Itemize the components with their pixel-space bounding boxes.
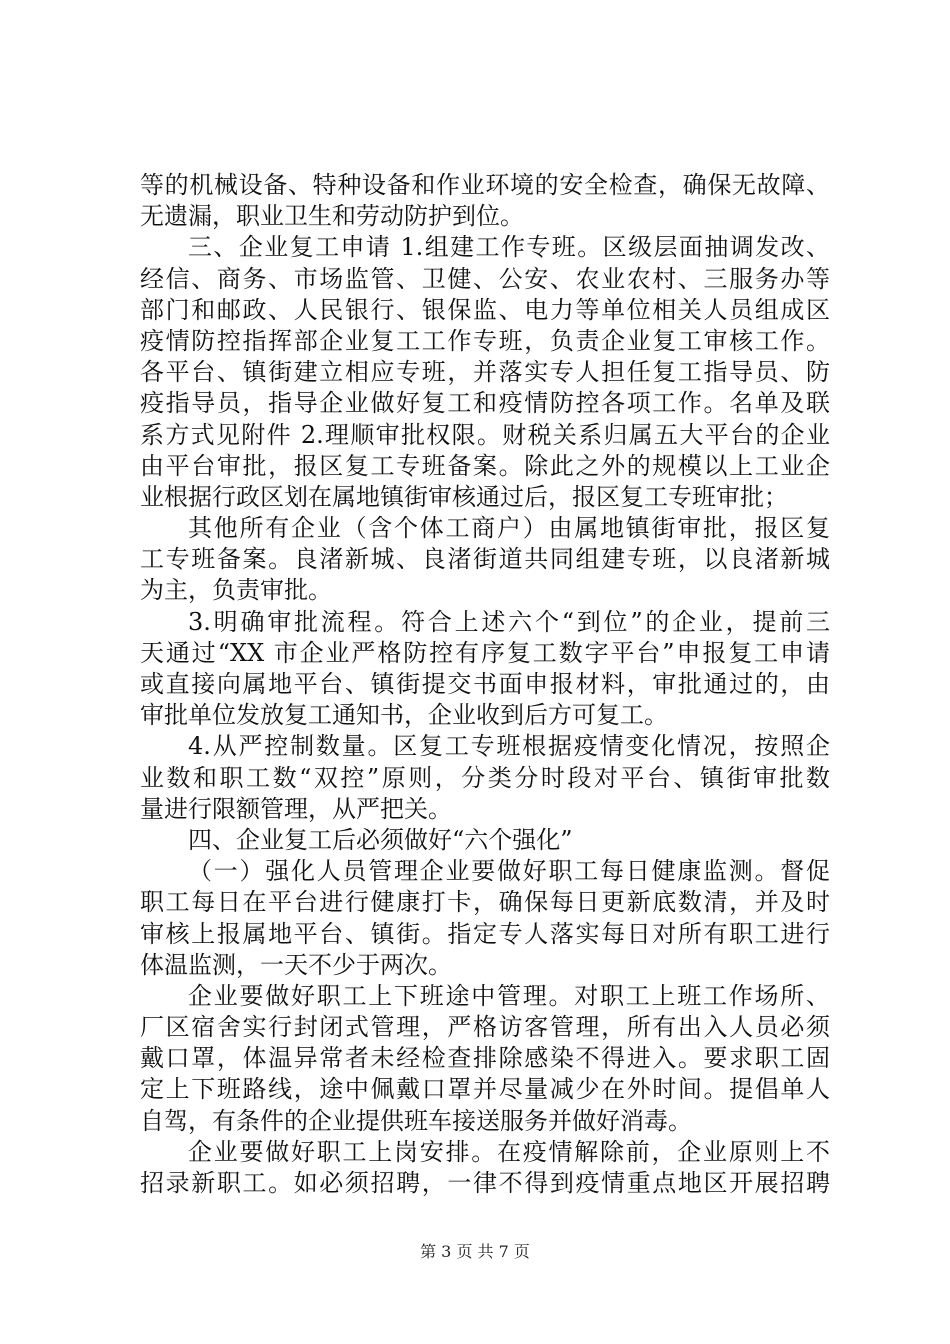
text-line: 职工每日在平台进行健康打卡，确保每日更新底数清，并及时	[140, 888, 830, 917]
text-line: 三、企业复工申请 1.组建工作专班。区级层面抽调发改、	[188, 233, 830, 262]
text-line: 审批单位发放复工通知书，企业收到后方可复工。	[140, 701, 668, 730]
document-body	[140, 170, 830, 1199]
text-line: 天通过“XX 市企业严格防控有序复工数字平台”申报复工申请	[140, 638, 830, 667]
text-line: 系方式见附件 2.理顺审批权限。财税关系归属五大平台的企业	[140, 420, 830, 449]
text-line: 为主，负责审批。	[140, 576, 332, 605]
text-line: 自驾，有条件的企业提供班车接送服务并做好消毒。	[140, 1106, 692, 1135]
text-line: 量进行限额管理，从严把关。	[140, 794, 452, 823]
text-line: 体温监测，一天不少于两次。	[140, 950, 452, 979]
text-line: 4.从严控制数量。区复工专班根据疫情变化情况，按照企	[188, 732, 830, 761]
text-line: 等的机械设备、特种设备和作业环境的安全检查，确保无故障、	[140, 171, 830, 199]
text-line: 无遗漏，职业卫生和劳动防护到位。	[140, 202, 524, 231]
text-line: 审核上报属地平台、镇街。指定专人落实每日对所有职工进行	[140, 919, 830, 948]
text-line: 企业要做好职工上下班途中管理。对职工上班工作场所、	[188, 981, 830, 1010]
text-line: 或直接向属地平台、镇街提交书面申报材料，审批通过的，由	[140, 670, 830, 698]
text-line: 业根据行政区划在属地镇街审核通过后，报区复工专班审批；	[140, 482, 788, 511]
text-line: 定上下班路线，途中佩戴口罩并尽量减少在外时间。提倡单人	[140, 1075, 830, 1104]
text-line: 部门和邮政、人民银行、银保监、电力等单位相关人员组成区	[140, 295, 830, 324]
text-line: 各平台、镇街建立相应专班，并落实专人担任复工指导员、防	[140, 358, 830, 387]
text-line: 疫情防控指挥部企业复工工作专班，负责企业复工审核工作。	[140, 326, 830, 355]
text-line: 3.明确审批流程。符合上述六个“到位”的企业，提前三	[188, 607, 830, 636]
text-line: 业数和职工数“双控”原则，分类分时段对平台、镇街审批数	[140, 763, 830, 792]
text-line: 企业要做好职工上岗安排。在疫情解除前，企业原则上不	[188, 1137, 830, 1166]
page-footer: 第 3 页 共 7 页	[420, 1242, 530, 1261]
text-line: 四、企业复工后必须做好“六个强化”	[188, 825, 573, 854]
text-line: 厂区宿舍实行封闭式管理，严格访客管理，所有出入人员必须	[140, 1013, 830, 1042]
text-line: 戴口罩，体温异常者未经检查排除感染不得进入。要求职工固	[140, 1044, 830, 1073]
text-line: 疫指导员，指导企业做好复工和疫情防控各项工作。名单及联	[140, 389, 830, 418]
text-line: 其他所有企业（含个体工商户）由属地镇街审批，报区复	[188, 514, 830, 543]
text-line: 经信、商务、市场监管、卫健、公安、农业农村、三服务办等	[140, 264, 830, 293]
text-line: 工专班备案。良渚新城、良渚街道共同组建专班，以良渚新城	[140, 545, 830, 574]
text-line: （一）强化人员管理企业要做好职工每日健康监测。督促	[188, 857, 830, 886]
text-line: 由平台审批，报区复工专班备案。除此之外的规模以上工业企	[140, 451, 830, 480]
text-line: 招录新职工。如必须招聘，一律不得到疫情重点地区开展招聘	[140, 1169, 830, 1197]
